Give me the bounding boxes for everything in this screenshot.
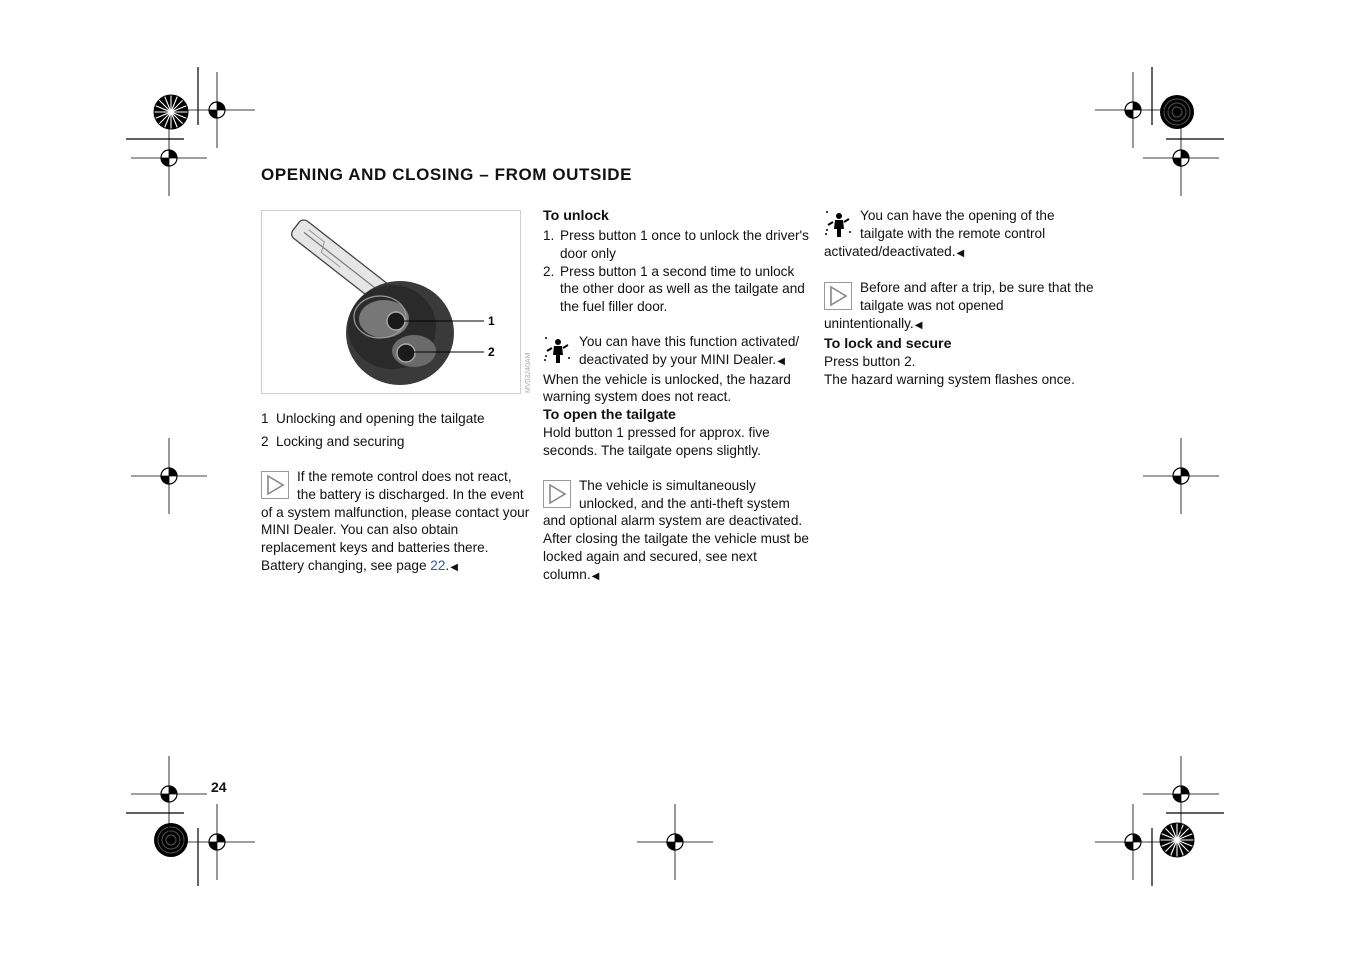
- lock-text: Press button 2.: [824, 353, 916, 369]
- battery-note-text: If the remote control does not react, the battery is discharged. In the event of a system malfunction, please contact your MINI Dealer. You can also obtain replacement keys and batteries there. Battery changing, see page: [261, 469, 530, 574]
- end-mark-icon: ◀: [591, 570, 600, 582]
- tailgate-note-text: The vehicle is simultaneously unlocked, and the anti-theft system and optional alarm system are deactivated. After closing the tailgate the vehicle must be locked again and secured, see next column.: [543, 477, 809, 582]
- caption-number: 1: [261, 411, 269, 426]
- battery-note: If the remote control does not react, the battery is discharged. In the event of a system malfunction, please contact your MINI Dealer. You can also obtain replacement keys and batteries there. Battery changing, see page 22.◀: [261, 469, 530, 574]
- end-mark-icon: ◀: [777, 355, 785, 367]
- lock-heading: To lock and secure: [824, 335, 952, 352]
- figure-label-2: 2: [488, 345, 495, 359]
- trip-note: [824, 279, 1099, 334]
- page-number: 24: [211, 779, 227, 795]
- triangle-note-icon: [824, 282, 854, 312]
- button-1-illustration: [387, 312, 405, 330]
- caption-item: [261, 433, 533, 451]
- remote-key-illustration: [262, 211, 532, 393]
- figure-label-1: 1: [488, 314, 495, 328]
- end-mark-icon: ◀: [956, 247, 965, 259]
- triangle-note-icon: [543, 480, 573, 510]
- button-2-illustration: [397, 344, 415, 362]
- end-mark-icon: ◀: [450, 562, 458, 574]
- mechanic-icon: [543, 336, 573, 366]
- column-2: [543, 207, 815, 586]
- dealer-note-text: You can have this function activated/ deactivated by your MINI Dealer.: [579, 333, 800, 367]
- hazard-text: When the vehicle is unlocked, the hazard warning system does not react.: [543, 371, 791, 405]
- tailgate-heading: To open the tailgate: [543, 407, 676, 424]
- page-22-link[interactable]: 22: [430, 558, 446, 574]
- figure-code: MV03240AM: [525, 352, 532, 393]
- key-fob-figure: [261, 210, 532, 394]
- list-item: 2. Press button 1 a second time to unlock the other door as well as the tailgate and the fuel filler door.: [543, 263, 805, 315]
- tailgate-text: Hold button 1 pressed for approx. five seconds. The tailgate opens slightly.: [543, 425, 770, 458]
- column-1: [261, 410, 533, 577]
- caption-item: [261, 410, 533, 428]
- page-title: OPENING AND CLOSING – FROM OUTSIDE: [261, 165, 633, 184]
- triangle-note-icon: [261, 471, 291, 501]
- list-item: 1. Press button 1 once to unlock the driver's door only: [543, 228, 809, 261]
- remote-tailgate-note-text: You can have the opening of the tailgate with the remote control activated/deactivated.: [824, 208, 1055, 259]
- caption-text: Unlocking and opening the tailgate: [276, 411, 485, 426]
- trip-note-text: Before and after a trip, be sure that the tailgate was not opened unintentionally.: [824, 280, 1094, 331]
- tailgate-note: [543, 477, 815, 586]
- mechanic-icon: [824, 210, 854, 240]
- unlock-heading: To unlock: [543, 208, 609, 224]
- dealer-note: [543, 333, 815, 371]
- caption-text: Locking and securing: [276, 434, 405, 450]
- end-mark-icon: ◀: [914, 319, 923, 331]
- unlock-steps: [543, 227, 815, 316]
- remote-tailgate-note: [824, 207, 1099, 262]
- lock-text: The hazard warning system flashes once.: [824, 371, 1075, 387]
- caption-number: 2: [261, 434, 269, 450]
- column-3: [824, 207, 1099, 388]
